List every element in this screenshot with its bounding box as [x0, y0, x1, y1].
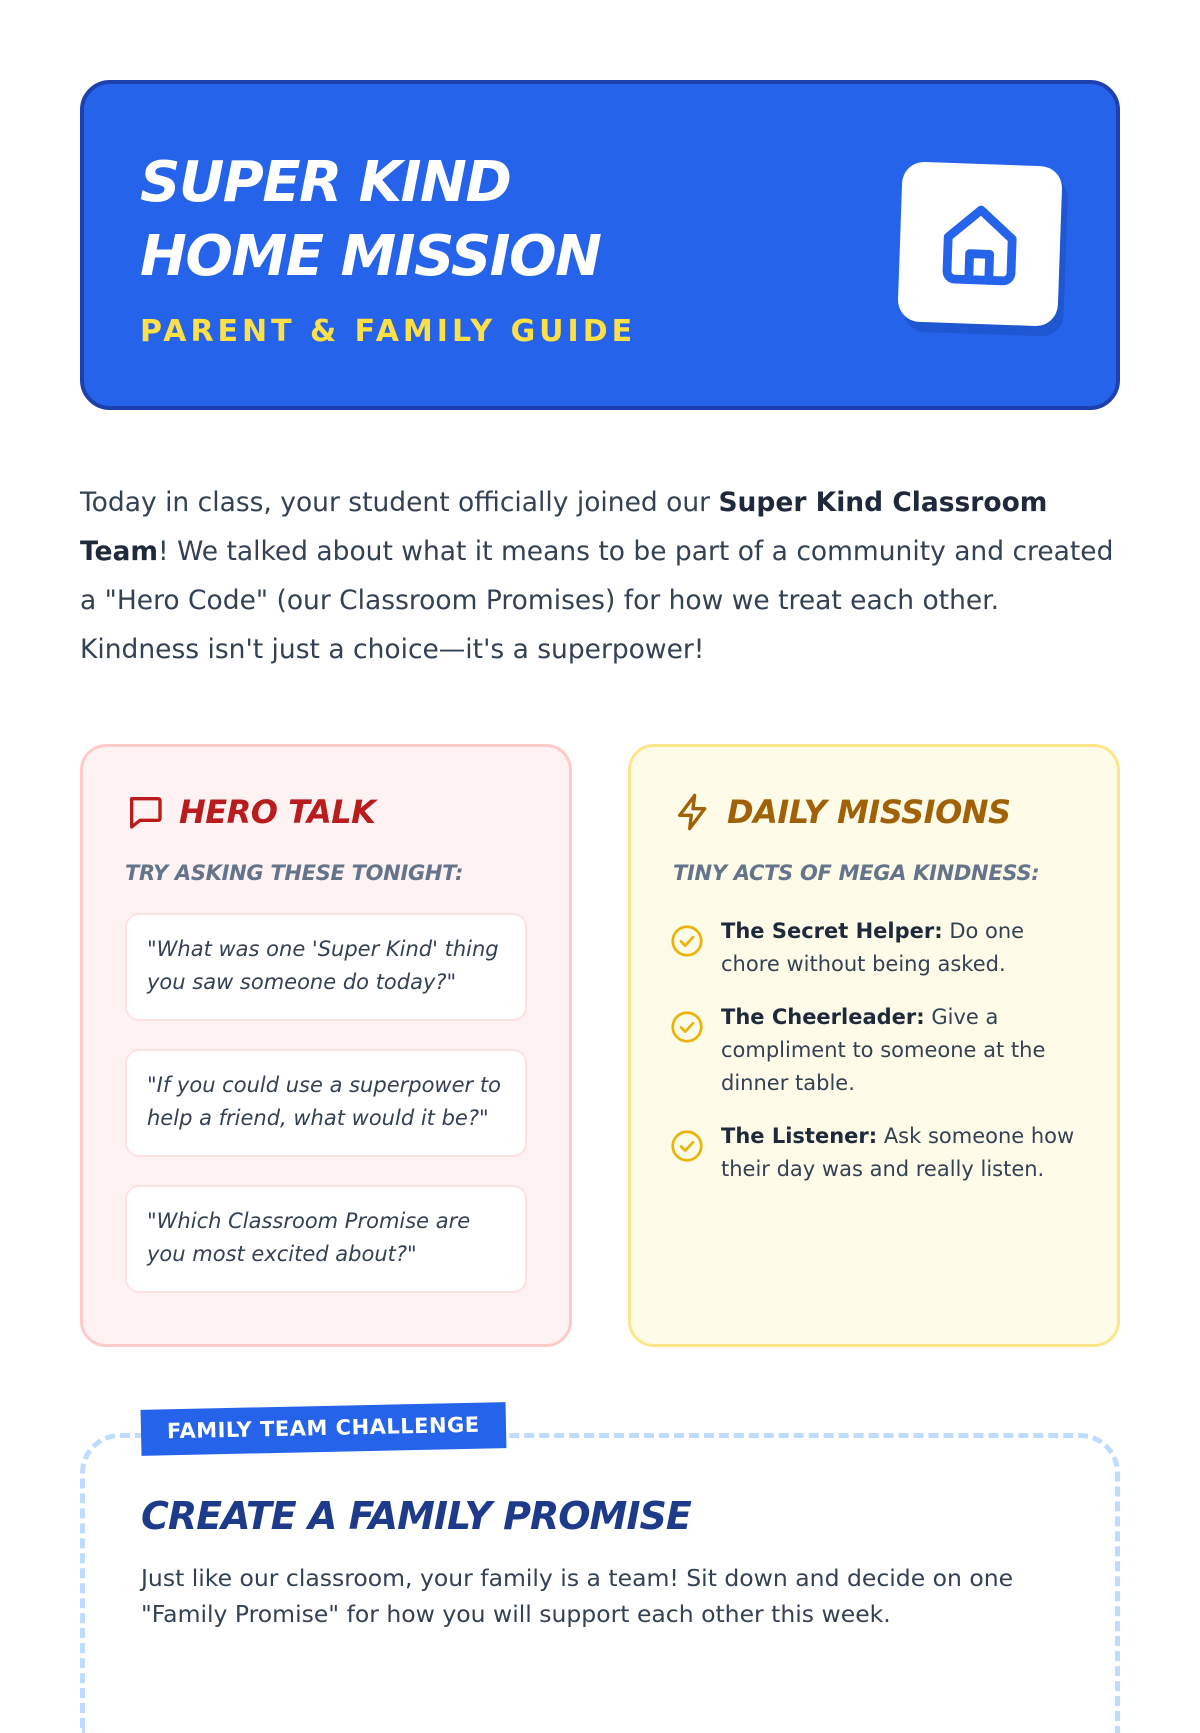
question-card: "What was one 'Super Kind' thing you saw someone do today?"	[125, 913, 527, 1021]
check-circle-icon	[669, 923, 705, 959]
team-name: Super Kind Classroom Team	[80, 487, 1048, 567]
mission-item	[673, 1001, 1075, 1100]
title-line-2: HOME MISSION	[140, 224, 601, 289]
check-circle-icon	[669, 1128, 705, 1164]
family-challenge-box	[80, 1412, 1120, 1733]
check-circle-icon	[669, 1009, 705, 1045]
mission-item	[673, 1120, 1075, 1186]
mission-description: Give a compliment to someone at the dinner table.	[721, 1005, 1046, 1095]
question-list	[125, 913, 527, 1293]
mission-text	[721, 915, 1075, 981]
home-icon	[930, 194, 1029, 293]
mission-name: The Secret Helper:	[721, 919, 943, 943]
page-subtitle: PARENT & FAMILY GUIDE	[140, 314, 637, 349]
daily-missions-card	[628, 744, 1120, 1347]
question-card: "If you could use a superpower to help a friend, what would it be?"	[125, 1049, 527, 1157]
question-card: "Which Classroom Promise are you most excited about?"	[125, 1185, 527, 1293]
challenge-text: Just like our classroom, your family is a team! Sit down and decide on one "Family Promise" for how you will support each other this week.	[141, 1564, 1014, 1628]
daily-missions-subtitle: TINY ACTS OF MEGA KINDNESS:	[673, 861, 1040, 885]
challenge-tag: FAMILY TEAM CHALLENGE	[141, 1402, 507, 1456]
intro-text-2: ! We talked about what it means to be part of a community and created a "Hero Code" (our Classroom Promises) for how we treat each other. Kindness isn't just a choice—it's a superpower!	[80, 536, 1114, 665]
challenge-title: CREATE A FAMILY PROMISE	[141, 1494, 691, 1538]
mission-name: The Cheerleader:	[721, 1005, 925, 1029]
home-icon-tile	[897, 161, 1062, 326]
intro-text-1: Today in class, your student officially joined our	[80, 487, 719, 518]
mission-description: Do one chore without being asked.	[721, 919, 1025, 976]
hero-talk-card	[80, 744, 572, 1347]
cards-row	[80, 744, 1120, 1347]
hero-talk-title: HERO TALK	[179, 793, 376, 831]
header-banner	[80, 80, 1120, 410]
mission-name: The Listener:	[721, 1124, 878, 1148]
mission-text	[721, 1120, 1075, 1186]
mission-list	[673, 915, 1075, 1186]
lightning-icon	[673, 792, 713, 832]
mission-item	[673, 915, 1075, 981]
title-line-1: SUPER KIND	[140, 150, 511, 215]
daily-missions-title: DAILY MISSIONS	[727, 793, 1011, 831]
mission-description: Ask someone how their day was and really listen.	[721, 1124, 1075, 1181]
daily-missions-header	[673, 787, 1075, 837]
hero-talk-subtitle: TRY ASKING THESE TONIGHT:	[125, 861, 464, 885]
page	[80, 80, 1120, 1733]
mission-text	[721, 1001, 1075, 1100]
speech-bubble-icon	[125, 792, 165, 832]
hero-talk-header	[125, 787, 527, 837]
intro-paragraph	[80, 478, 1120, 674]
